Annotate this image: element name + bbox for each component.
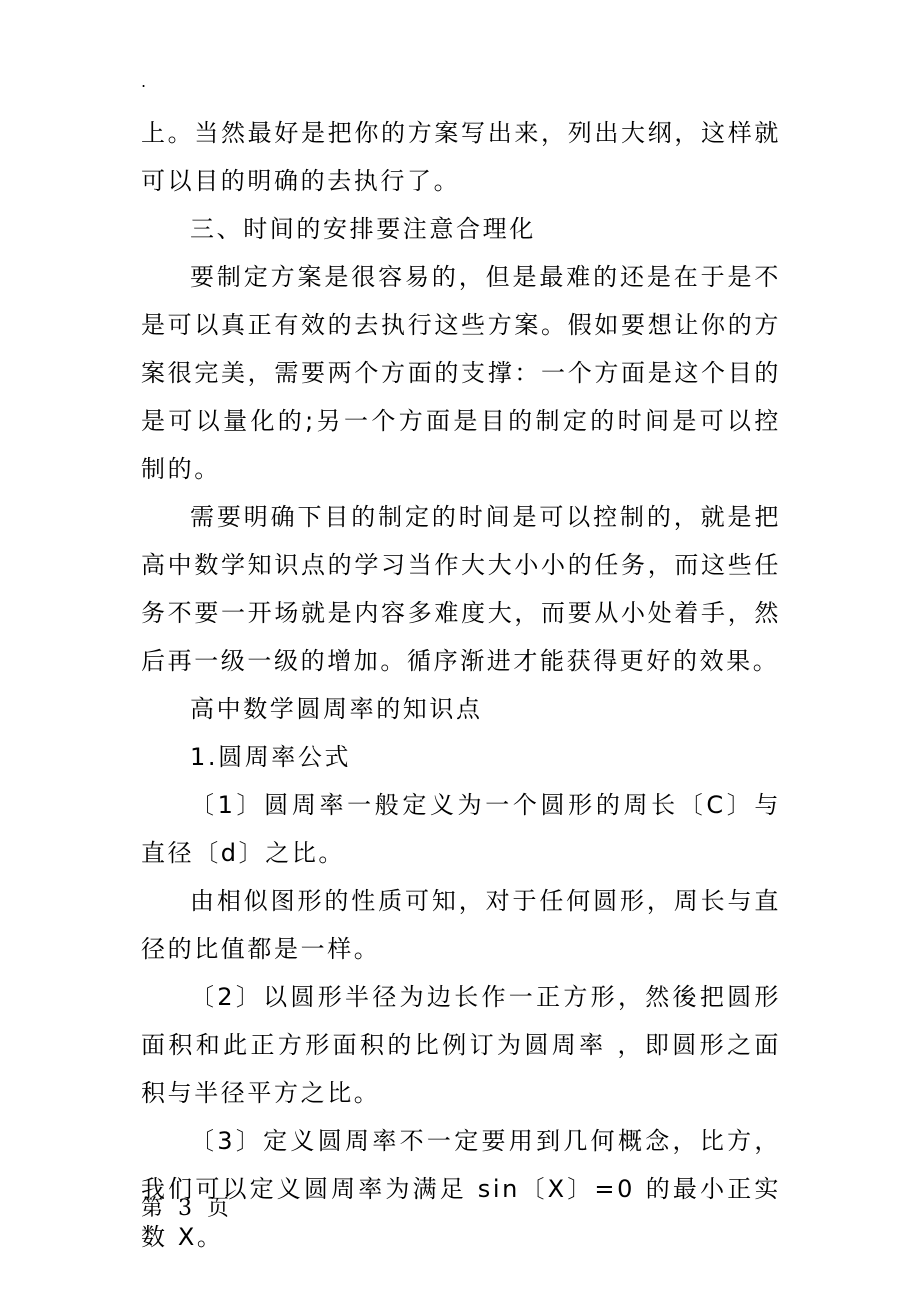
paragraph-pi-definition-1: 〔1〕圆周率一般定义为一个圆形的周长〔C〕与直径〔d〕之比。 [141,791,781,867]
section-heading-pi: 高中数学圆周率的知识点 [190,695,483,723]
subheading-pi-formula: 1.圆周率公式 [190,743,352,771]
paragraph-similar-figures: 由相似图形的性质可知，对于任何圆形，周长与直径的比值都是一样。 [141,887,781,963]
section-heading-time-arrangement: 三、时间的安排要注意合理化 [190,215,536,243]
header-mark: . [141,72,147,91]
paragraph-pi-definition-3: 〔3〕定义圆周率不一定要用到几何概念，比方，我们可以定义圆周率为满足 sin〔X〕=0 的最小正实数 X。 [141,1127,781,1251]
paragraph-pi-definition-2: 〔2〕以圆形半径为边长作一正方形，然後把圆形面积和此正方形面积的比例订为圆周率 ，即圆形之面积与半径平方之比。 [141,983,781,1107]
paragraph-plan-execution: 要制定方案是很容易的，但是最难的还是在于是不是可以真正有效的去执行这些方案。假如要想让你的方案很完美，需要两个方面的支撑：一个方面是这个目的是可以量化的;另一个方面是目的制定的时间是可以控制的。 [141,263,781,483]
document-body [141,109,781,1261]
paragraph-time-control: 需要明确下目的制定的时间是可以控制的，就是把高中数学知识点的学习当作大大小小的任务，而这些任务不要一开场就是内容多难度大，而要从小处着手，然后再一级一级的增加。循序渐进才能获得更好的效果。 [141,503,781,675]
page-number: 第 3 页 [141,1196,233,1221]
paragraph-continuation: 上。当然最好是把你的方案写出来，列出大纲，这样就可以目的明确的去执行了。 [141,119,781,195]
